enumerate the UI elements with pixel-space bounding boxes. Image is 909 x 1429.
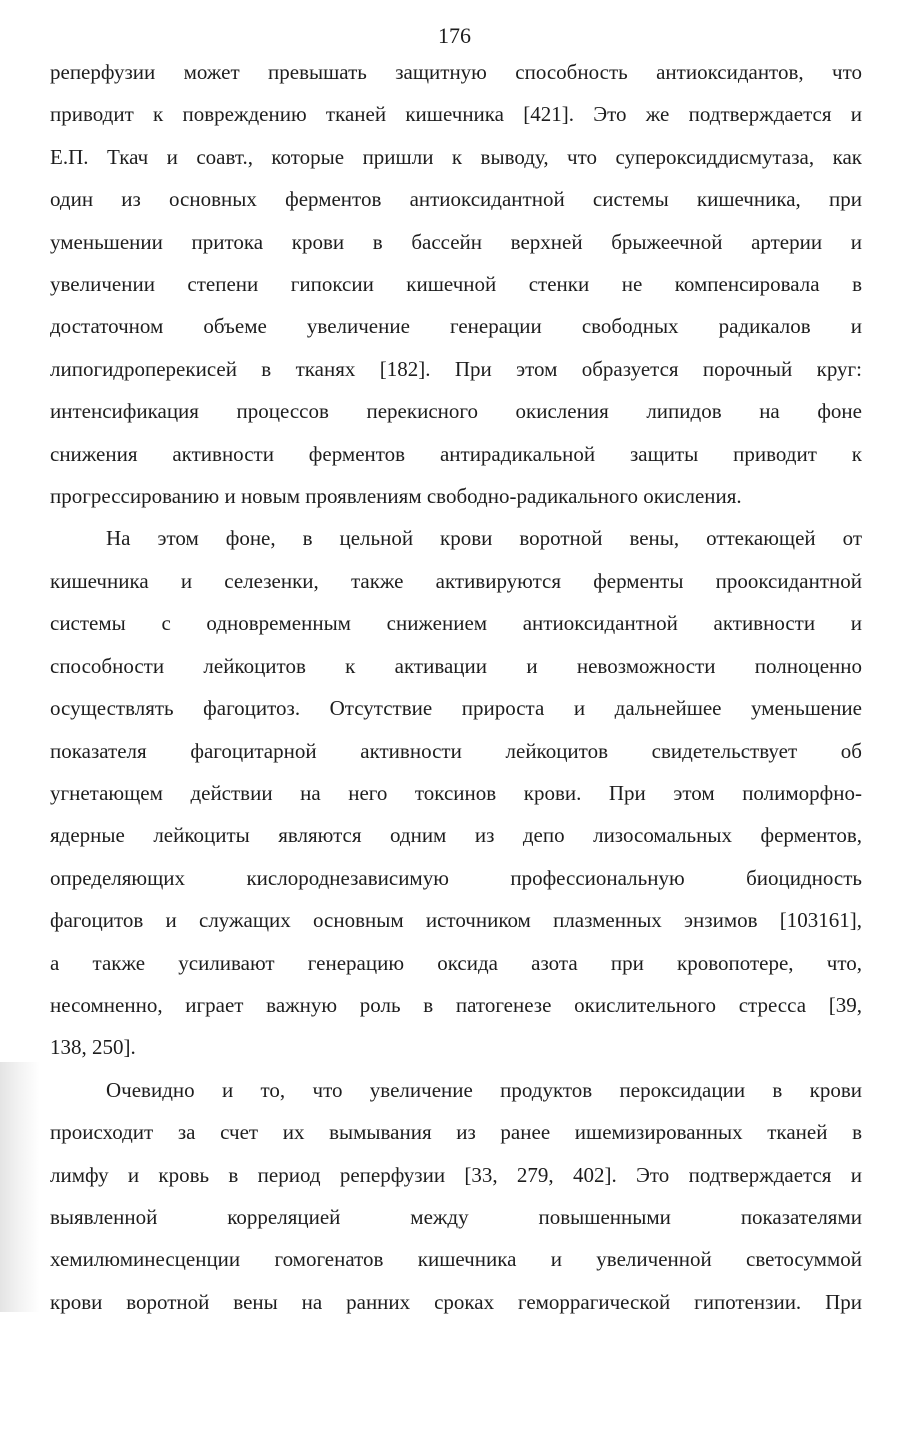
text-line: лимфу и кровь в период реперфузии [33, 279, 402]. Это подтверждается и: [50, 1162, 862, 1187]
document-body: [50, 51, 862, 1323]
text-line: происходит за счет их вымывания из ранее ишемизированных тканей в: [50, 1120, 862, 1145]
paragraph-2: [50, 517, 862, 1068]
text-line: хемилюминесценции гомогенатов кишечника и увеличенной светосуммой: [50, 1247, 862, 1272]
text-line: липогидроперекисей в тканях [182]. При этом образуется порочный круг:: [50, 356, 862, 381]
text-line: а также усиливают генерацию оксида азота при кровопотере, что,: [50, 950, 862, 975]
text-line: 138, 250].: [50, 1035, 136, 1060]
text-line: выявленной корреляцией между повышенными показателями: [50, 1204, 862, 1229]
text-line: угнетающем действии на него токсинов крови. При этом полиморфно-: [50, 780, 862, 805]
paragraph-3: [50, 1069, 862, 1323]
text-line: способности лейкоцитов к активации и невозможности полноценно: [50, 653, 862, 678]
text-line: достаточном объеме увеличение генерации свободных радикалов и: [50, 314, 862, 339]
text-line: крови воротной вены на ранних сроках геморрагической гипотензии. При: [50, 1289, 862, 1314]
text-line: показателя фагоцитарной активности лейкоцитов свидетельствует об: [50, 738, 862, 763]
text-line: один из основных ферментов антиоксидантной системы кишечника, при: [50, 187, 862, 212]
text-line: кишечника и селезенки, также активируются ферменты прооксидантной: [50, 568, 862, 593]
text-line: увеличении степени гипоксии кишечной стенки не компенсировала в: [50, 272, 862, 297]
text-line: ядерные лейкоциты являются одним из депо лизосомальных ферментов,: [50, 823, 862, 848]
text-line: интенсификация процессов перекисного окисления липидов на фоне: [50, 399, 862, 424]
text-line: реперфузии может превышать защитную способность антиоксидантов, что: [50, 60, 862, 84]
text-line: осуществлять фагоцитоз. Отсутствие прироста и дальнейшее уменьшение: [50, 696, 862, 721]
text-line: На этом фоне, в цельной крови воротной вены, оттекающей от: [106, 526, 862, 551]
text-line: приводит к повреждению тканей кишечника [421]. Это же подтверждается и: [50, 102, 862, 127]
text-line: системы с одновременным снижением антиоксидантной активности и: [50, 611, 862, 636]
text-line: прогрессированию и новым проявлениям свободно-радикального окисления.: [50, 484, 742, 509]
text-line: несомненно, играет важную роль в патогенезе окислительного стресса [39,: [50, 992, 862, 1017]
paragraph-1: [50, 51, 862, 517]
text-line: Е.П. Ткач и соавт., которые пришли к выводу, что супероксиддисмутаза, как: [50, 144, 862, 169]
text-line: снижения активности ферментов антирадикальной защиты приводит к: [50, 441, 862, 466]
text-line: уменьшении притока крови в бассейн верхней брыжеечной артерии и: [50, 229, 862, 254]
text-line: Очевидно и то, что увеличение продуктов пероксидации в крови: [106, 1077, 862, 1102]
page-number: 176: [438, 23, 471, 48]
scan-shadow-edge: [0, 1062, 40, 1312]
text-line: фагоцитов и служащих основным источником плазменных энзимов [103161],: [50, 908, 862, 933]
text-line: определяющих кислороднезависимую профессиональную биоцидность: [50, 865, 862, 890]
